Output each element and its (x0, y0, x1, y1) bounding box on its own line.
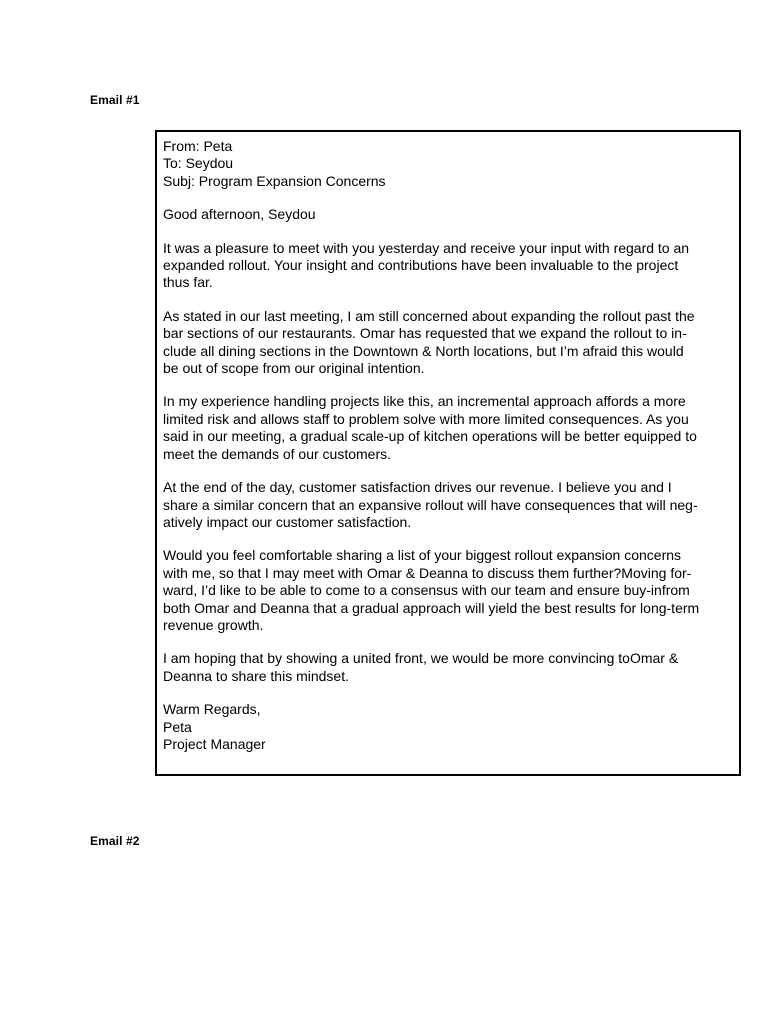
email-1-body-box (155, 130, 741, 776)
paragraph-line: revenue growth. (163, 616, 264, 633)
paragraph-line: both Omar and Deanna that a gradual approach will yield the best results for long-term (163, 599, 700, 616)
email-subject-line: Subj: Program Expansion Concerns (163, 172, 386, 189)
paragraph-line: share a similar concern that an expansive rollout will have consequences that will neg- (163, 496, 698, 513)
paragraph-line: ward, I’d like to be able to come to a consensus with our team and ensure buy-infrom (163, 582, 690, 599)
paragraph-line: meet the demands of our customers. (163, 445, 391, 462)
paragraph-line: with me, so that I may meet with Omar & Deanna to discuss them further?Moving for- (163, 564, 692, 581)
paragraph-line: Would you feel comfortable sharing a list of your biggest rollout expansion concerns (163, 547, 682, 564)
paragraph-line: limited risk and allows staff to problem solve with more limited consequences. As you (163, 410, 689, 427)
paragraph-line: bar sections of our restaurants. Omar has requested that we expand the rollout to in- (163, 325, 687, 342)
email-paragraph-3 (163, 393, 731, 463)
email-paragraph-5 (163, 547, 731, 634)
email-greeting: Good afternoon, Seydou (163, 206, 316, 223)
paragraph-line: atively impact our customer satisfaction. (163, 513, 412, 530)
paragraph-line: In my experience handling projects like this, an incremental approach affords a more (163, 393, 686, 410)
email-paragraph-6 (163, 650, 731, 685)
paragraph-line: be out of scope from our original intention. (163, 360, 425, 377)
paragraph-line: As stated in our last meeting, I am still concerned about expanding the rollout past the (163, 307, 695, 324)
paragraph-line: Deanna to share this mindset. (163, 667, 349, 684)
email-paragraph-4 (163, 479, 731, 531)
email-1-heading: Email #1 (90, 93, 140, 107)
email-to-line: To: Seydou (163, 155, 234, 172)
paragraph-line: I am hoping that by showing a united front, we would be more convincing toOmar & (163, 650, 679, 667)
email-signature-name: Peta (163, 718, 192, 735)
paragraph-line: At the end of the day, customer satisfaction drives our revenue. I believe you and I (163, 479, 672, 496)
email-from-line: From: Peta (163, 138, 233, 154)
email-paragraph-1 (163, 240, 731, 292)
email-2-heading: Email #2 (90, 834, 140, 848)
email-signature-title: Project Manager (163, 735, 266, 752)
email-closing: Warm Regards, (163, 701, 261, 718)
paragraph-line: said in our meeting, a gradual scale-up of kitchen operations will be better equipped to (163, 428, 697, 445)
paragraph-line: thus far. (163, 274, 213, 291)
paragraph-line: expanded rollout. Your insight and contributions have been invaluable to the project (163, 257, 679, 274)
email-paragraph-2 (163, 308, 731, 378)
paragraph-line: It was a pleasure to meet with you yesterday and receive your input with regard to an (163, 239, 690, 256)
paragraph-line: clude all dining sections in the Downtown & North locations, but I’m afraid this would (163, 342, 684, 359)
